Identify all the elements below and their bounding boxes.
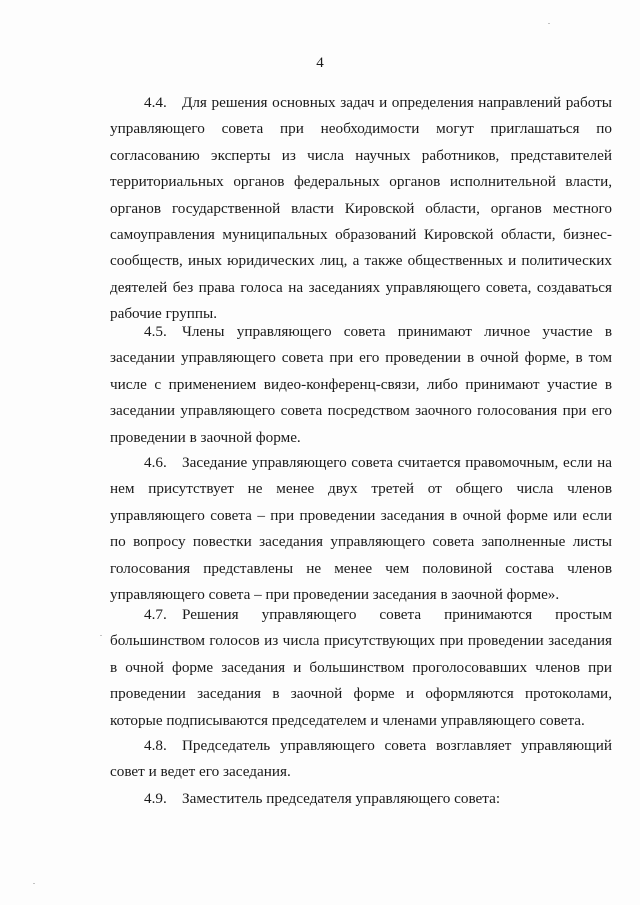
paragraph-text: 4.7. Решения управляющего совета принимаются простым большинством голосов из числа присутствующих при проведении заседания в очной форме заседания и большинством проголосовавших членов при проведении заседания в заочной форме и оформляются протоколами, которые подписываются председателем и членами управляющего совета. — [110, 606, 612, 729]
scan-speck — [33, 883, 35, 884]
paragraph-4-7 — [110, 602, 612, 734]
page-number: 4 — [316, 55, 324, 71]
paragraph-text: 4.6. Заседание управляющего совета считается правомочным, если на нем присутствует не менее двух третей от общего числа членов управляющего совета – при проведении заседания в очной форме или если по вопросу повестки заседания управляющего совета заполненные листы голосования представлены не менее чем половиной состава членов управляющего совета – при проведении заседания в заочной форме». — [110, 454, 612, 604]
paragraph-4-5 — [110, 319, 612, 451]
paragraph-text: 4.4. Для решения основных задач и определения направлений работы управляющего совета при необходимости могут приглашаться по согласованию эксперты из числа научных работников, представителей территориальных органов федеральных органов исполнительной власти, органов государственной власти Кировской области, органов местного самоуправления муниципальных образований Кировской области, бизнес-сообществ, иных юридических лиц, а также общественных и политических деятелей без права голоса на заседаниях управляющего совета, создаваться рабочие группы. — [110, 94, 612, 323]
paragraph-4-9 — [110, 786, 612, 812]
paragraph-4-6 — [110, 450, 612, 608]
scan-speck — [548, 23, 550, 24]
paragraph-text: 4.5. Члены управляющего совета принимают личное участие в заседании управляющего совета при его проведении в очной форме, в том числе с применением видео-конференц-связи, либо принимают участие в заседании управляющего совета посредством заочного голосования при его проведении в заочной форме. — [110, 323, 612, 446]
scan-speck — [100, 635, 102, 636]
paragraph-text: 4.8. Председатель управляющего совета возглавляет управляющий совет и ведет его заседания. — [110, 737, 612, 781]
paragraph-4-8 — [110, 733, 612, 786]
paragraph-4-4 — [110, 90, 612, 328]
paragraph-text: 4.9. Заместитель председателя управляющего совета: — [144, 790, 501, 807]
